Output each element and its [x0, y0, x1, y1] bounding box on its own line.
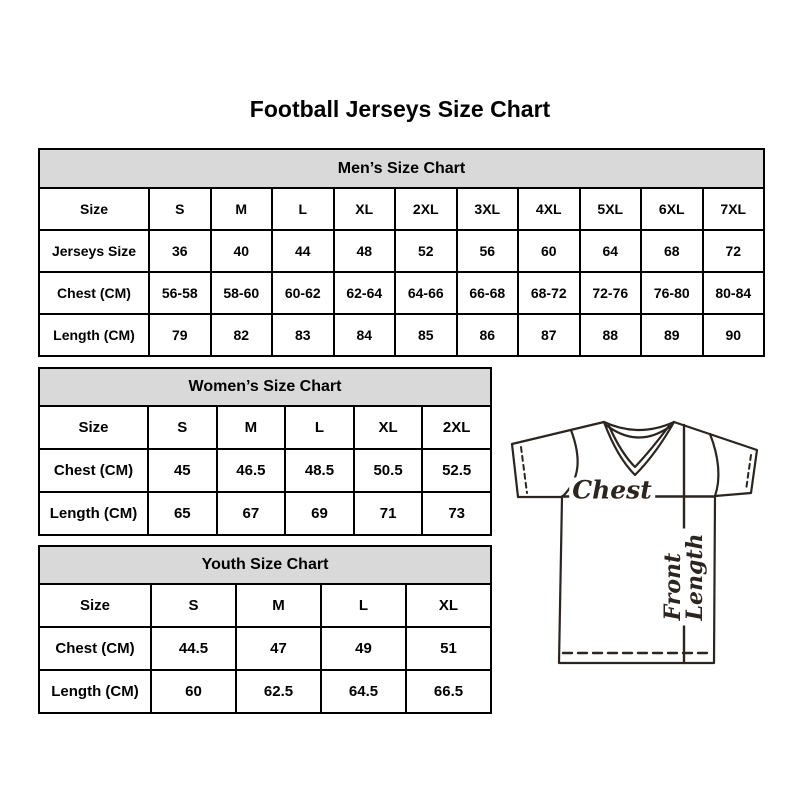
value-cell: 82: [211, 314, 273, 356]
value-cell: 66.5: [406, 670, 491, 713]
value-cell: 47: [236, 627, 321, 670]
column-header-cell: 7XL: [703, 188, 765, 230]
value-cell: 50.5: [354, 449, 423, 492]
value-cell: 36: [149, 230, 211, 272]
value-cell: 88: [580, 314, 642, 356]
row-label-cell: Length (CM): [39, 314, 149, 356]
value-cell: 73: [422, 492, 491, 535]
value-cell: 66-68: [457, 272, 519, 314]
value-cell: 49: [321, 627, 406, 670]
value-cell: 72: [703, 230, 765, 272]
value-cell: 68-72: [518, 272, 580, 314]
column-header-cell: 2XL: [395, 188, 457, 230]
value-cell: 79: [149, 314, 211, 356]
row-label-cell: Jerseys Size: [39, 230, 149, 272]
value-cell: 68: [641, 230, 703, 272]
value-cell: 52.5: [422, 449, 491, 492]
column-header-cell: 3XL: [457, 188, 519, 230]
column-header-cell: S: [149, 188, 211, 230]
value-cell: 64: [580, 230, 642, 272]
column-header-cell: L: [321, 584, 406, 627]
value-cell: 45: [148, 449, 217, 492]
column-header-cell: 2XL: [422, 406, 491, 449]
value-cell: 52: [395, 230, 457, 272]
value-cell: 62.5: [236, 670, 321, 713]
jersey-measurement-diagram: [505, 405, 770, 675]
value-cell: 48.5: [285, 449, 354, 492]
column-header-cell: M: [236, 584, 321, 627]
column-header-cell: L: [272, 188, 334, 230]
value-cell: 62-64: [334, 272, 396, 314]
value-cell: 67: [217, 492, 286, 535]
value-cell: 51: [406, 627, 491, 670]
column-header-cell: XL: [354, 406, 423, 449]
value-cell: 64-66: [395, 272, 457, 314]
column-header-cell: 6XL: [641, 188, 703, 230]
row-label-cell: Chest (CM): [39, 627, 151, 670]
value-cell: 72-76: [580, 272, 642, 314]
corner-header-cell: Size: [39, 584, 151, 627]
value-cell: 86: [457, 314, 519, 356]
row-label-cell: Length (CM): [39, 492, 148, 535]
womens-size-table: [38, 367, 492, 536]
value-cell: 40: [211, 230, 273, 272]
right-armhole-seam: [710, 434, 718, 496]
corner-header-cell: Size: [39, 406, 148, 449]
left-cuff-stitch-dashed-line: [521, 447, 527, 493]
value-cell: 84: [334, 314, 396, 356]
value-cell: 83: [272, 314, 334, 356]
value-cell: 46.5: [217, 449, 286, 492]
column-header-cell: XL: [406, 584, 491, 627]
value-cell: 76-80: [641, 272, 703, 314]
table-title: Youth Size Chart: [39, 546, 491, 584]
row-label-cell: Chest (CM): [39, 272, 149, 314]
table-title: Women’s Size Chart: [39, 368, 491, 406]
front-length-measure-label: Front Length: [662, 529, 706, 626]
value-cell: 71: [354, 492, 423, 535]
value-cell: 48: [334, 230, 396, 272]
value-cell: 80-84: [703, 272, 765, 314]
row-label-cell: Chest (CM): [39, 449, 148, 492]
column-header-cell: 4XL: [518, 188, 580, 230]
youth-size-table: [38, 545, 492, 714]
column-header-cell: M: [217, 406, 286, 449]
column-header-cell: 5XL: [580, 188, 642, 230]
column-header-cell: L: [285, 406, 354, 449]
value-cell: 85: [395, 314, 457, 356]
value-cell: 44.5: [151, 627, 236, 670]
value-cell: 60: [518, 230, 580, 272]
column-header-cell: S: [151, 584, 236, 627]
value-cell: 87: [518, 314, 580, 356]
value-cell: 56-58: [149, 272, 211, 314]
value-cell: 58-60: [211, 272, 273, 314]
value-cell: 56: [457, 230, 519, 272]
value-cell: 60: [151, 670, 236, 713]
value-cell: 65: [148, 492, 217, 535]
value-cell: 90: [703, 314, 765, 356]
value-cell: 89: [641, 314, 703, 356]
jersey-outline-icon: [505, 405, 770, 675]
column-header-cell: M: [211, 188, 273, 230]
column-header-cell: S: [148, 406, 217, 449]
value-cell: 64.5: [321, 670, 406, 713]
value-cell: 69: [285, 492, 354, 535]
corner-header-cell: Size: [39, 188, 149, 230]
table-title: Men’s Size Chart: [39, 149, 764, 188]
row-label-cell: Length (CM): [39, 670, 151, 713]
value-cell: 44: [272, 230, 334, 272]
right-sleeve-outline: [674, 422, 757, 496]
chest-measure-label: Chest: [569, 478, 655, 503]
collar-back-arc-outer: [604, 422, 674, 430]
mens-size-table: [38, 148, 765, 357]
column-header-cell: XL: [334, 188, 396, 230]
page-title: Football Jerseys Size Chart: [249, 96, 551, 122]
value-cell: 60-62: [272, 272, 334, 314]
right-cuff-stitch-dashed-line: [746, 455, 751, 490]
